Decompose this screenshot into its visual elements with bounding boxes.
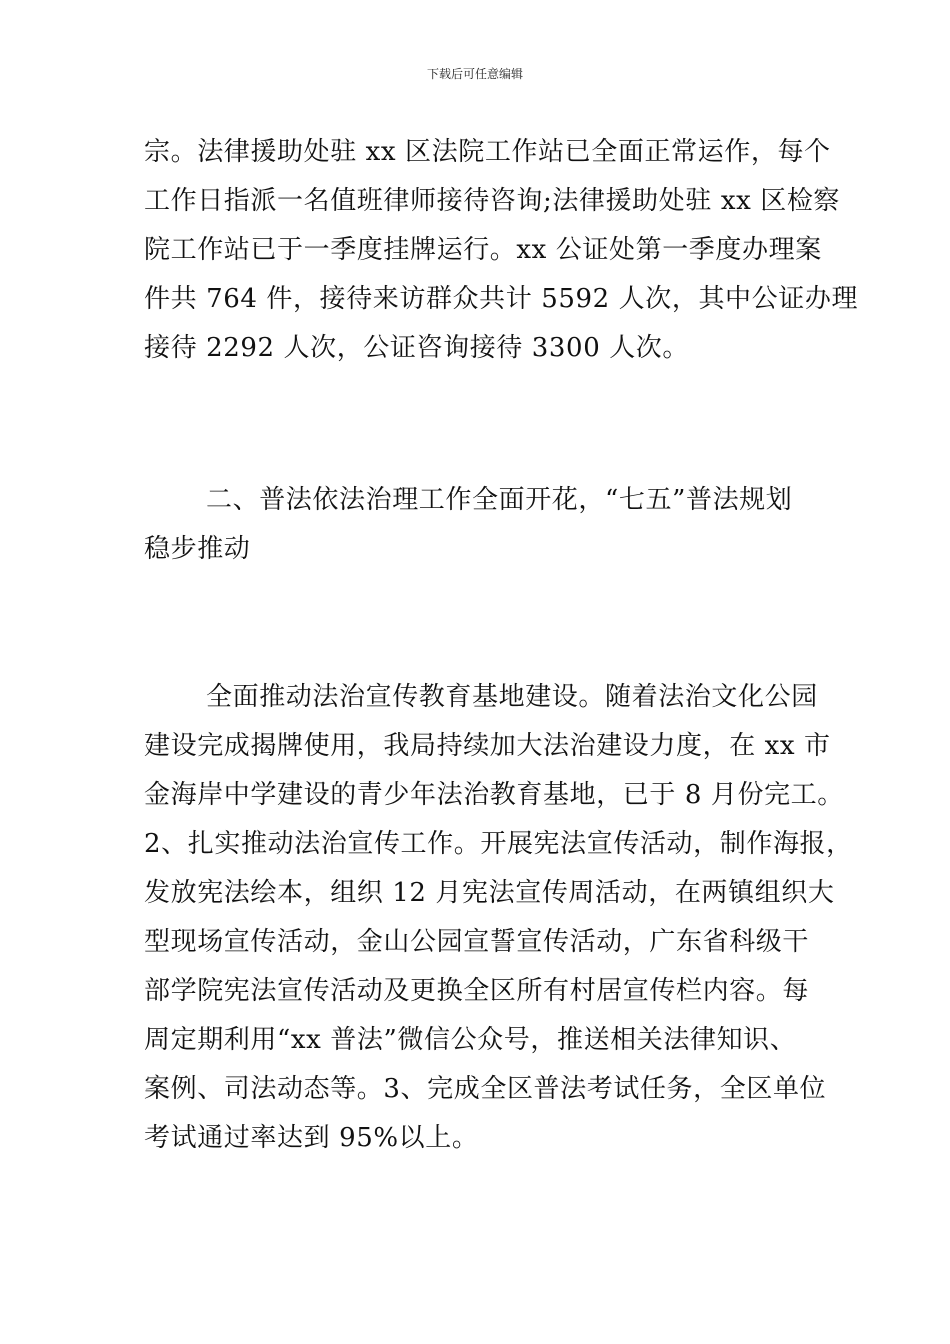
text-line: 周定期利用“xx 普法”微信公众号，推送相关法律知识、 [144, 1025, 797, 1055]
page-header: 下载后可任意编辑 [426, 67, 523, 81]
text-line: 部学院宪法宣传活动及更换全区所有村居宣传栏内容。每 [144, 976, 810, 1006]
text-line: 考试通过率达到 95%以上。 [144, 1123, 479, 1153]
text-line: 全面推动法治宣传教育基地建设。随着法治文化公园 [206, 682, 818, 712]
heading-line: 稳步推动 [144, 534, 251, 564]
text-line: 型现场宣传活动，金山公园宣誓宣传活动，广东省科级干 [144, 927, 810, 957]
text-line: 接待 2292 人次，公证咨询接待 3300 人次。 [144, 333, 689, 363]
text-line: 建设完成揭牌使用，我局持续加大法治建设力度，在 xx 市 [144, 731, 831, 761]
text-line: 案例、司法动态等。3、完成全区普法考试任务，全区单位 [144, 1074, 827, 1104]
paragraph-legal-aid [144, 128, 859, 373]
text-line: 院工作站已于一季度挂牌运行。xx 公证处第一季度办理案 [144, 235, 822, 265]
text-line: 件共 764 件，接待来访群众共计 5592 人次，其中公证办理 [144, 284, 859, 314]
text-line: 发放宪法绘本，组织 12 月宪法宣传周活动，在两镇组织大 [144, 878, 835, 908]
text-line: 宗。法律援助处驻 xx 区法院工作站已全面正常运作，每个 [144, 137, 831, 167]
text-line: 2、扎实推动法治宣传工作。开展宪法宣传活动，制作海报， [144, 829, 853, 859]
text-line: 工作日指派一名值班律师接待咨询;法律援助处驻 xx 区检察 [144, 186, 841, 216]
paragraph-legal-education [144, 673, 853, 1163]
section-heading [144, 476, 808, 574]
heading-line: 二、普法依法治理工作全面开花，“七五”普法规划 [206, 485, 793, 515]
text-line: 金海岸中学建设的青少年法治教育基地，已于 8 月份完工。 [144, 780, 844, 810]
